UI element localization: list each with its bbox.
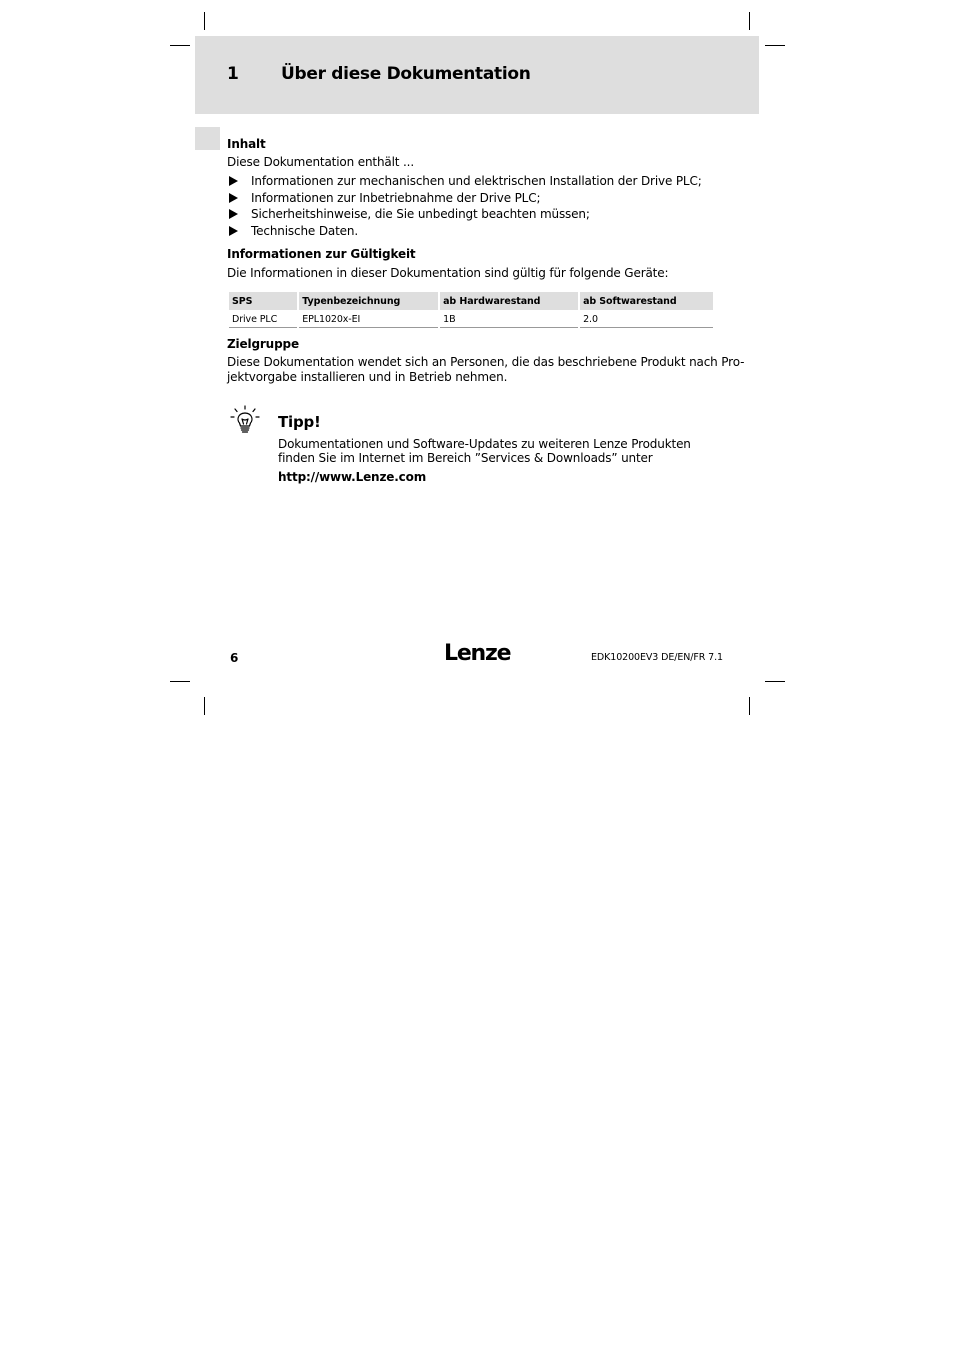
- device-table: [227, 292, 715, 328]
- page-number: 6: [230, 651, 239, 665]
- tip-title: Tipp!: [278, 413, 321, 431]
- bullet-arrow-icon: [229, 193, 238, 203]
- table-row: [229, 311, 713, 328]
- heading-gueltigkeit: Informationen zur Gültigkeit: [227, 247, 416, 261]
- heading-zielgruppe: Zielgruppe: [227, 337, 299, 351]
- lightbulb-icon: [230, 405, 260, 435]
- tip-line: finden Sie im Internet im Bereich ”Services & Downloads” unter: [278, 451, 653, 465]
- chapter-number: 1: [227, 64, 239, 84]
- crop-mark: [765, 45, 785, 46]
- heading-inhalt: Inhalt: [227, 137, 266, 151]
- crop-mark: [749, 697, 750, 715]
- column-header: Typenbezeichnung: [299, 292, 438, 311]
- document-reference: EDK10200EV3 DE/EN/FR 7.1: [591, 652, 723, 663]
- column-header: ab Softwarestand: [580, 292, 713, 311]
- inhalt-intro: Diese Dokumentation enthält ...: [227, 155, 415, 169]
- zielgruppe-line: jektvorgabe installieren und in Betrieb nehmen.: [227, 370, 508, 384]
- crop-mark: [765, 681, 785, 682]
- crop-mark: [170, 681, 190, 682]
- zielgruppe-line: Diese Dokumentation wendet sich an Personen, die das beschriebene Produkt nach Pro-: [227, 355, 745, 369]
- bullet-arrow-icon: [229, 226, 238, 236]
- chapter-title: Über diese Dokumentation: [281, 64, 531, 84]
- table-cell: Drive PLC: [229, 311, 297, 328]
- column-header: ab Hardwarestand: [440, 292, 578, 311]
- table-cell: EPL1020x-EI: [299, 311, 438, 328]
- website-link[interactable]: http://www.Lenze.com: [278, 470, 427, 484]
- table-cell: 2.0: [580, 311, 713, 328]
- crop-mark: [204, 697, 205, 715]
- gueltigkeit-text: Die Informationen in dieser Dokumentation sind gültig für folgende Geräte:: [227, 266, 669, 280]
- crop-mark: [204, 12, 205, 30]
- column-header: SPS: [229, 292, 297, 311]
- table-header-row: [229, 292, 713, 311]
- table-cell: 1B: [440, 311, 578, 328]
- lenze-logo: Lenze: [444, 641, 511, 666]
- bullet-arrow-icon: [229, 209, 238, 219]
- crop-mark: [749, 12, 750, 30]
- tip-line: Dokumentationen und Software-Updates zu weiteren Lenze Produkten: [278, 437, 691, 451]
- bullet-arrow-icon: [229, 176, 238, 186]
- section-marker: [195, 127, 220, 150]
- crop-mark: [170, 45, 190, 46]
